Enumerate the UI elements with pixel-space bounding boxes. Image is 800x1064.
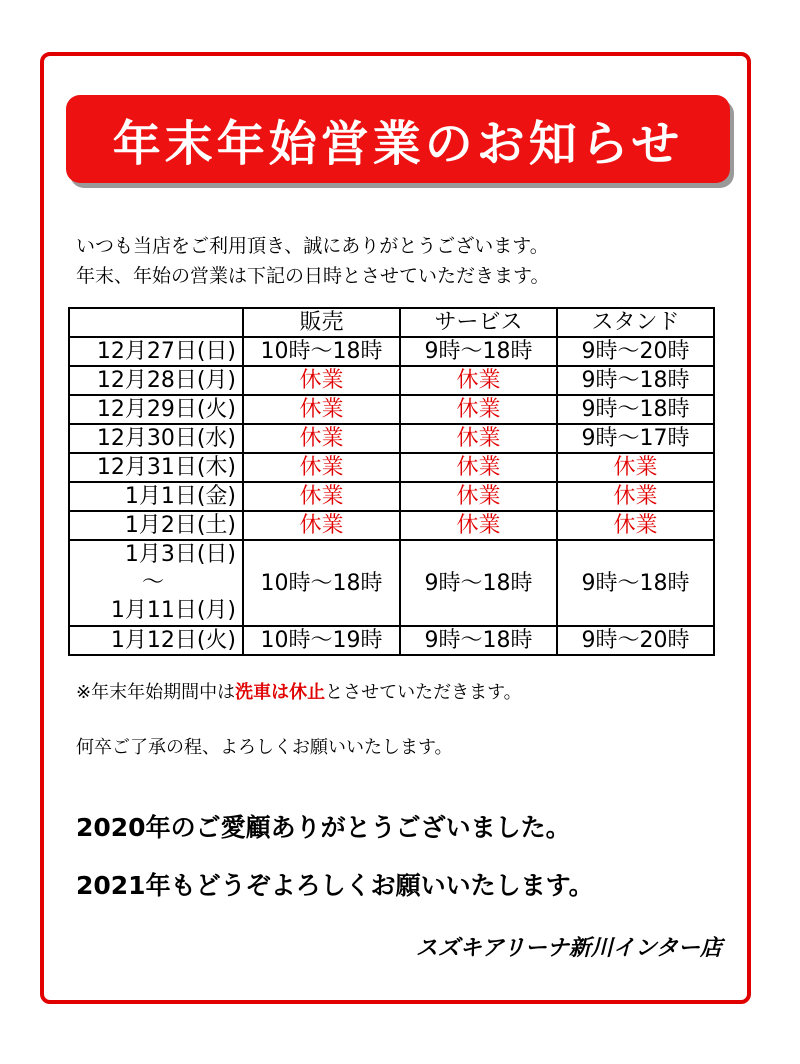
date-cell: 12月28日(月) [69,366,243,395]
intro-line-2: 年末、年始の営業は下記の日時とさせていただきます。 [76,265,550,287]
header-cell-sales: 販売 [243,308,400,337]
date-cell: 12月30日(水) [69,424,243,453]
table-row [69,453,714,482]
sales-cell: 休業 [243,424,400,453]
service-cell: 9時～18時 [400,540,557,626]
stand-cell: 9時～18時 [557,540,714,626]
date-range-tilde: ～ [141,570,164,595]
sales-cell: 10時～18時 [243,540,400,626]
table-row [69,424,714,453]
car-wash-note-highlight: 洗車は休止 [235,682,326,703]
date-range-from: 1月3日(日) [124,542,236,567]
title-banner [66,95,730,183]
date-cell: 12月27日(日) [69,337,243,366]
intro-line-1: いつも当店をご利用頂き、誠にありがとうございます。 [76,235,549,257]
service-cell: 休業 [400,511,557,540]
request-note: 何卒ご了承の程、よろしくお願いいたします。 [76,737,453,758]
sales-cell: 休業 [243,482,400,511]
date-cell: 12月29日(火) [69,395,243,424]
car-wash-note-suffix: とさせていただきます。 [325,682,522,703]
sales-cell: 休業 [243,395,400,424]
new-year-message: 2021年もどうぞよろしくお願いいたします。 [76,871,594,900]
table-row [69,511,714,540]
date-range-to: 1月11日(月) [110,598,236,623]
date-cell: 1月2日(土) [69,511,243,540]
car-wash-note-prefix: ※年末年始期間中は [76,682,236,703]
header-cell-stand: スタンド [557,308,714,337]
service-cell: 休業 [400,424,557,453]
stand-cell: 休業 [557,511,714,540]
service-cell: 9時～18時 [400,337,557,366]
header-cell-blank [69,308,243,337]
service-cell: 休業 [400,482,557,511]
date-cell: 12月31日(木) [69,453,243,482]
stand-cell: 9時～20時 [557,337,714,366]
intro-text [76,231,549,291]
table-row [69,482,714,511]
car-wash-note [76,678,522,704]
table-row [69,366,714,395]
table-row [69,395,714,424]
stand-cell: 9時～17時 [557,424,714,453]
stand-cell: 休業 [557,453,714,482]
stand-cell: 休業 [557,482,714,511]
page-title: 年末年始営業のお知らせ [112,115,684,172]
header-cell-service: サービス [400,308,557,337]
date-cell: 1月1日(金) [69,482,243,511]
table-row [69,337,714,366]
sales-cell: 休業 [243,453,400,482]
service-cell: 休業 [400,453,557,482]
service-cell: 9時～18時 [400,626,557,655]
stand-cell: 9時～18時 [557,395,714,424]
date-range-cell [69,540,243,626]
store-signature: スズキアリーナ新川インター店 [415,936,722,961]
service-cell: 休業 [400,395,557,424]
date-cell: 1月12日(火) [69,626,243,655]
thanks-message: 2020年のご愛顧ありがとうございました。 [76,813,571,842]
sales-cell: 休業 [243,366,400,395]
business-hours-table [68,307,715,656]
sales-cell: 休業 [243,511,400,540]
stand-cell: 9時～18時 [557,366,714,395]
sales-cell: 10時～18時 [243,337,400,366]
table-row [69,626,714,655]
service-cell: 休業 [400,366,557,395]
table-row-range [69,540,714,626]
table-header-row [69,308,714,337]
sales-cell: 10時～19時 [243,626,400,655]
stand-cell: 9時～20時 [557,626,714,655]
